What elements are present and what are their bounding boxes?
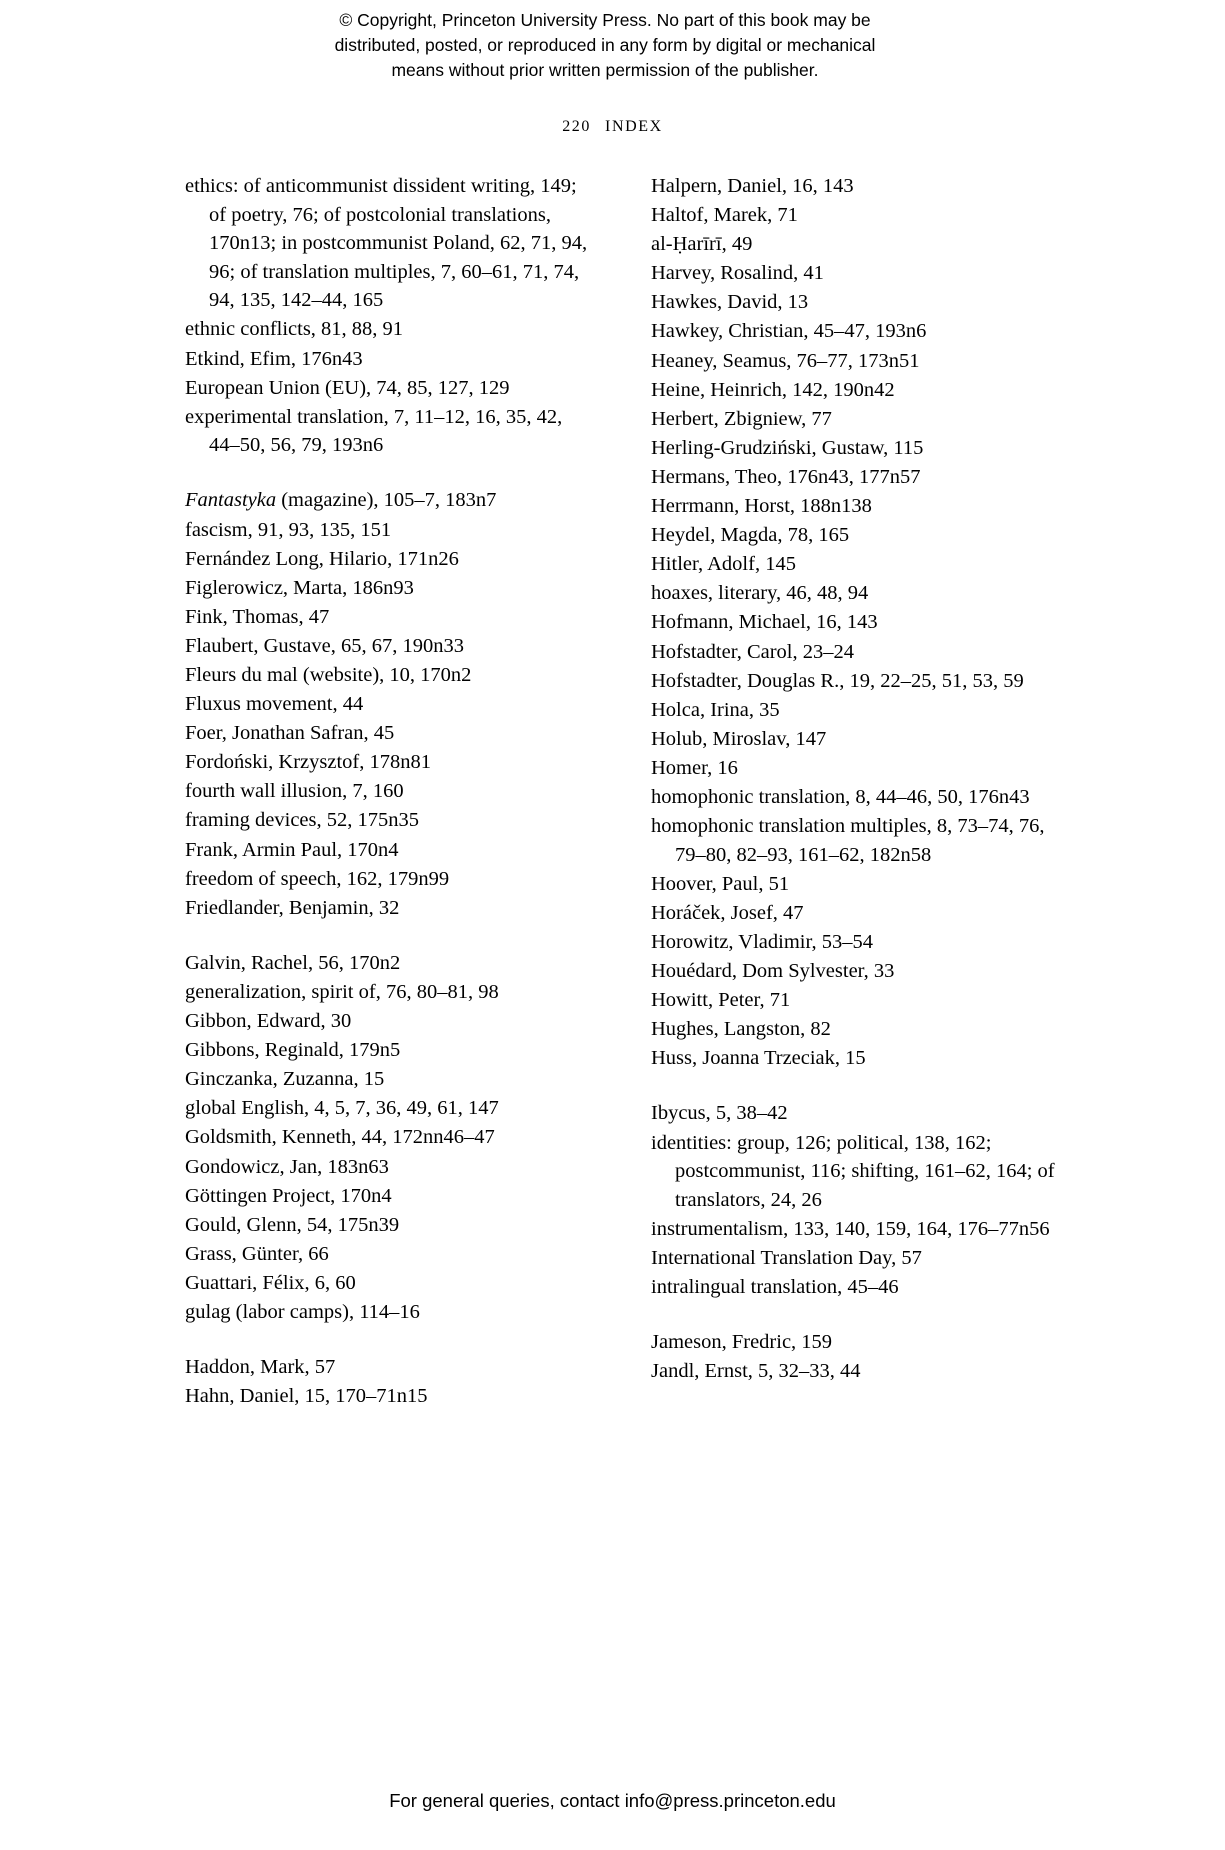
index-entry-text: Gould, Glenn, 54, 175n39 bbox=[185, 1213, 400, 1236]
index-entry-text: Herling-Grudziński, Gustaw, 115 bbox=[651, 436, 924, 459]
index-entry bbox=[185, 172, 593, 315]
index-entry-text: Hawkes, David, 13 bbox=[651, 291, 809, 314]
index-entry bbox=[651, 1129, 1059, 1215]
index-entry bbox=[185, 603, 593, 632]
index-entry bbox=[651, 201, 1059, 230]
index-entry bbox=[185, 836, 593, 865]
index-entry bbox=[651, 783, 1059, 812]
index-entry bbox=[651, 608, 1059, 637]
index-entry bbox=[651, 754, 1059, 783]
index-entry bbox=[651, 463, 1059, 492]
index-entry-text: Hitler, Adolf, 145 bbox=[651, 553, 796, 576]
index-entry bbox=[185, 1182, 593, 1211]
index-entry bbox=[185, 690, 593, 719]
index-entry bbox=[651, 1244, 1059, 1273]
index-entry bbox=[651, 405, 1059, 434]
copyright-line-1: © Copyright, Princeton University Press. No part of this book may be bbox=[339, 10, 871, 30]
index-entry-text: Galvin, Rachel, 56, 170n2 bbox=[185, 951, 401, 974]
running-head-title: INDEX bbox=[605, 118, 663, 135]
index-entry-text: Heine, Heinrich, 142, 190n42 bbox=[651, 378, 895, 401]
index-entry bbox=[185, 374, 593, 403]
index-entry-text: freedom of speech, 162, 179n99 bbox=[185, 867, 450, 890]
index-entry bbox=[651, 1015, 1059, 1044]
index-entry-text: Grass, Günter, 66 bbox=[185, 1242, 329, 1265]
index-entry bbox=[651, 1215, 1059, 1244]
index-entry bbox=[651, 230, 1059, 259]
index-entry-text: Hofmann, Michael, 16, 143 bbox=[651, 611, 878, 634]
index-entry-text: Holca, Irina, 35 bbox=[651, 698, 780, 721]
index-entry-text: Holub, Miroslav, 147 bbox=[651, 727, 827, 750]
index-entry-text: Fink, Thomas, 47 bbox=[185, 605, 330, 628]
index-entry-text: homophonic translation multiples, 8, 73–74, 76, 79–80, 82–93, 161–62, 182n58 bbox=[651, 815, 1045, 866]
index-entry-text: Ginczanka, Zuzanna, 15 bbox=[185, 1068, 385, 1091]
index-entry-text: experimental translation, 7, 11–12, 16, 35, 42, 44–50, 56, 79, 193n6 bbox=[185, 405, 563, 457]
copyright-notice bbox=[255, 8, 955, 83]
index-entry bbox=[651, 172, 1059, 201]
index-entry-text: al-Ḥarīrī, 49 bbox=[651, 233, 753, 256]
index-entry bbox=[651, 492, 1059, 521]
index-entry-text: Homer, 16 bbox=[651, 756, 738, 779]
index-entry-title-italic: Fantastyka bbox=[185, 489, 277, 512]
index-entry-text: European Union (EU), 74, 85, 127, 129 bbox=[185, 376, 510, 399]
index-entry-text: Gibbon, Edward, 30 bbox=[185, 1010, 352, 1033]
index-entry bbox=[651, 696, 1059, 725]
index-entry-text: Herrmann, Horst, 188n138 bbox=[651, 495, 872, 518]
index-entry-text: Heaney, Seamus, 76–77, 173n51 bbox=[651, 349, 920, 372]
index-entry bbox=[651, 1328, 1059, 1357]
index-entry bbox=[185, 1007, 593, 1036]
index-column-left bbox=[185, 172, 593, 1411]
index-entry bbox=[185, 315, 593, 344]
index-entry bbox=[185, 894, 593, 923]
index-entry-text: intralingual translation, 45–46 bbox=[651, 1275, 899, 1298]
index-entry-text: Guattari, Félix, 6, 60 bbox=[185, 1271, 356, 1294]
index-entry bbox=[651, 870, 1059, 899]
index-entry-text: hoaxes, literary, 46, 48, 94 bbox=[651, 582, 869, 605]
index-entry-text: Frank, Armin Paul, 170n4 bbox=[185, 838, 399, 861]
index-entry-text: Harvey, Rosalind, 41 bbox=[651, 262, 824, 285]
index-column-right bbox=[651, 172, 1059, 1411]
index-entry-text: Haddon, Mark, 57 bbox=[185, 1356, 336, 1379]
index-entry-text: (magazine), 105–7, 183n7 bbox=[276, 489, 497, 512]
index-entry-text: Howitt, Peter, 71 bbox=[651, 989, 791, 1012]
index-entry-text: fascism, 91, 93, 135, 151 bbox=[185, 518, 392, 541]
page-footer: For general queries, contact info@press.princeton.edu bbox=[389, 1790, 836, 1811]
index-entry bbox=[651, 1273, 1059, 1302]
index-group-separator bbox=[185, 923, 593, 949]
index-entry bbox=[185, 719, 593, 748]
index-entry-text: Hermans, Theo, 176n43, 177n57 bbox=[651, 465, 921, 488]
index-entry-text: Friedlander, Benjamin, 32 bbox=[185, 896, 400, 919]
index-entry-text: homophonic translation, 8, 44–46, 50, 176n43 bbox=[651, 785, 1030, 808]
page-number: 220 bbox=[562, 118, 592, 135]
index-entry bbox=[651, 957, 1059, 986]
index-entry-text: Hughes, Langston, 82 bbox=[651, 1018, 831, 1041]
index-entry bbox=[651, 667, 1059, 696]
index-entry-text: Hawkey, Christian, 45–47, 193n6 bbox=[651, 320, 927, 343]
index-entry-text: Jameson, Fredric, 159 bbox=[651, 1331, 833, 1354]
index-entry bbox=[185, 1382, 593, 1411]
index-entry bbox=[185, 632, 593, 661]
index-entry-text: Hofstadter, Douglas R., 19, 22–25, 51, 53, 59 bbox=[651, 669, 1024, 692]
index-entry-text: Hoover, Paul, 51 bbox=[651, 872, 790, 895]
index-entry bbox=[651, 1044, 1059, 1073]
index-entry-text: Fleurs du mal (website), 10, 170n2 bbox=[185, 664, 472, 686]
index-columns bbox=[185, 172, 1060, 1411]
index-entry bbox=[185, 806, 593, 835]
index-entry bbox=[651, 288, 1059, 317]
index-entry bbox=[651, 928, 1059, 957]
index-entry bbox=[651, 1357, 1059, 1386]
index-entry bbox=[185, 403, 593, 460]
index-entry-text: Göttingen Project, 170n4 bbox=[185, 1184, 392, 1207]
index-entry-text: Fluxus movement, 44 bbox=[185, 693, 364, 716]
index-entry-text: Huss, Joanna Trzeciak, 15 bbox=[651, 1047, 866, 1070]
index-entry-text: instrumentalism, 133, 140, 159, 164, 176–77n56 bbox=[651, 1217, 1050, 1240]
copyright-line-2: distributed, posted, or reproduced in any form by digital or mechanical bbox=[334, 34, 876, 55]
index-entry bbox=[651, 376, 1059, 405]
index-entry bbox=[651, 899, 1059, 928]
index-entry-text: ethnic conflicts, 81, 88, 91 bbox=[185, 318, 404, 341]
index-entry-text: Etkind, Efim, 176n43 bbox=[185, 347, 363, 370]
index-group-separator bbox=[185, 1327, 593, 1353]
index-entry bbox=[185, 574, 593, 603]
index-entry-text: generalization, spirit of, 76, 80–81, 98 bbox=[185, 980, 499, 1003]
index-entry bbox=[185, 777, 593, 806]
index-entry-text: Horáček, Josef, 47 bbox=[651, 901, 804, 924]
index-entry-text: Herbert, Zbigniew, 77 bbox=[651, 407, 832, 430]
index-entry bbox=[651, 812, 1059, 869]
index-entry bbox=[185, 949, 593, 978]
index-entry bbox=[185, 865, 593, 894]
index-entry-text: framing devices, 52, 175n35 bbox=[185, 809, 419, 832]
index-entry-text: identities: group, 126; political, 138, 162; postcommunist, 116; shifting, 161–62, 164; of translators, 24, 26 bbox=[651, 1131, 1055, 1211]
index-entry-text: Heydel, Magda, 78, 165 bbox=[651, 524, 850, 547]
index-entry bbox=[651, 579, 1059, 608]
running-head bbox=[0, 118, 1225, 136]
index-entry-text: Gibbons, Reginald, 179n5 bbox=[185, 1039, 401, 1062]
index-entry-text: Houédard, Dom Sylvester, 33 bbox=[651, 960, 895, 983]
index-entry bbox=[185, 978, 593, 1007]
index-entry bbox=[185, 1211, 593, 1240]
index-entry bbox=[185, 1065, 593, 1094]
index-entry bbox=[651, 550, 1059, 579]
index-entry-text: Goldsmith, Kenneth, 44, 172nn46–47 bbox=[185, 1126, 495, 1149]
index-entry bbox=[651, 317, 1059, 346]
index-entry-text: International Translation Day, 57 bbox=[651, 1246, 922, 1269]
index-entry bbox=[651, 725, 1059, 754]
index-entry-text: Gondowicz, Jan, 183n63 bbox=[185, 1155, 389, 1178]
index-entry bbox=[185, 748, 593, 777]
copyright-line-3: means without prior written permission of the publisher. bbox=[391, 59, 819, 80]
index-entry bbox=[185, 1240, 593, 1269]
index-entry bbox=[185, 1123, 593, 1152]
index-entry bbox=[185, 1353, 593, 1382]
index-entry-text: Horowitz, Vladimir, 53–54 bbox=[651, 930, 873, 953]
index-entry-text: Hahn, Daniel, 15, 170–71n15 bbox=[185, 1385, 428, 1408]
index-entry-text: Jandl, Ernst, 5, 32–33, 44 bbox=[651, 1360, 861, 1383]
index-entry bbox=[651, 259, 1059, 288]
index-entry bbox=[185, 1153, 593, 1182]
index-group-separator bbox=[185, 460, 593, 486]
index-entry bbox=[651, 986, 1059, 1015]
index-entry bbox=[185, 1036, 593, 1065]
index-entry bbox=[185, 1298, 593, 1327]
index-entry-text: gulag (labor camps), 114–16 bbox=[185, 1300, 420, 1323]
index-entry-text: ethics: of anticommunist dissident writing, 149; of poetry, 76; of postcolonial translations, 170n13; in postcommunist Poland, 62, 71, 94, 96; of translation multiples, 7, 60–61, 71, 74, 94, 135, 142–44, 165 bbox=[185, 175, 588, 312]
index-entry bbox=[651, 521, 1059, 550]
index-entry-text: Fordoński, Krzysztof, 178n81 bbox=[185, 751, 431, 774]
index-entry bbox=[185, 545, 593, 574]
index-entry bbox=[651, 1099, 1059, 1128]
index-entry-text: Ibycus, 5, 38–42 bbox=[651, 1102, 788, 1125]
index-entry bbox=[185, 345, 593, 374]
index-entry-text: Foer, Jonathan Safran, 45 bbox=[185, 722, 395, 745]
index-entry bbox=[651, 638, 1059, 667]
index-group-separator bbox=[651, 1302, 1059, 1328]
index-entry-text: Halpern, Daniel, 16, 143 bbox=[651, 175, 854, 197]
index-entry-text: Hofstadter, Carol, 23–24 bbox=[651, 640, 854, 663]
index-entry bbox=[185, 486, 593, 515]
index-entry-text: Flaubert, Gustave, 65, 67, 190n33 bbox=[185, 634, 464, 657]
index-entry-text: fourth wall illusion, 7, 160 bbox=[185, 780, 404, 803]
index-entry-text: Fernández Long, Hilario, 171n26 bbox=[185, 547, 459, 570]
index-entry-text: Figlerowicz, Marta, 186n93 bbox=[185, 576, 414, 599]
index-entry bbox=[651, 347, 1059, 376]
index-entry-text: global English, 4, 5, 7, 36, 49, 61, 147 bbox=[185, 1097, 499, 1120]
index-group-separator bbox=[651, 1073, 1059, 1099]
index-entry bbox=[651, 434, 1059, 463]
index-entry bbox=[185, 1094, 593, 1123]
index-entry bbox=[185, 516, 593, 545]
index-entry-text: Haltof, Marek, 71 bbox=[651, 204, 798, 227]
index-entry bbox=[185, 661, 593, 690]
index-entry bbox=[185, 1269, 593, 1298]
